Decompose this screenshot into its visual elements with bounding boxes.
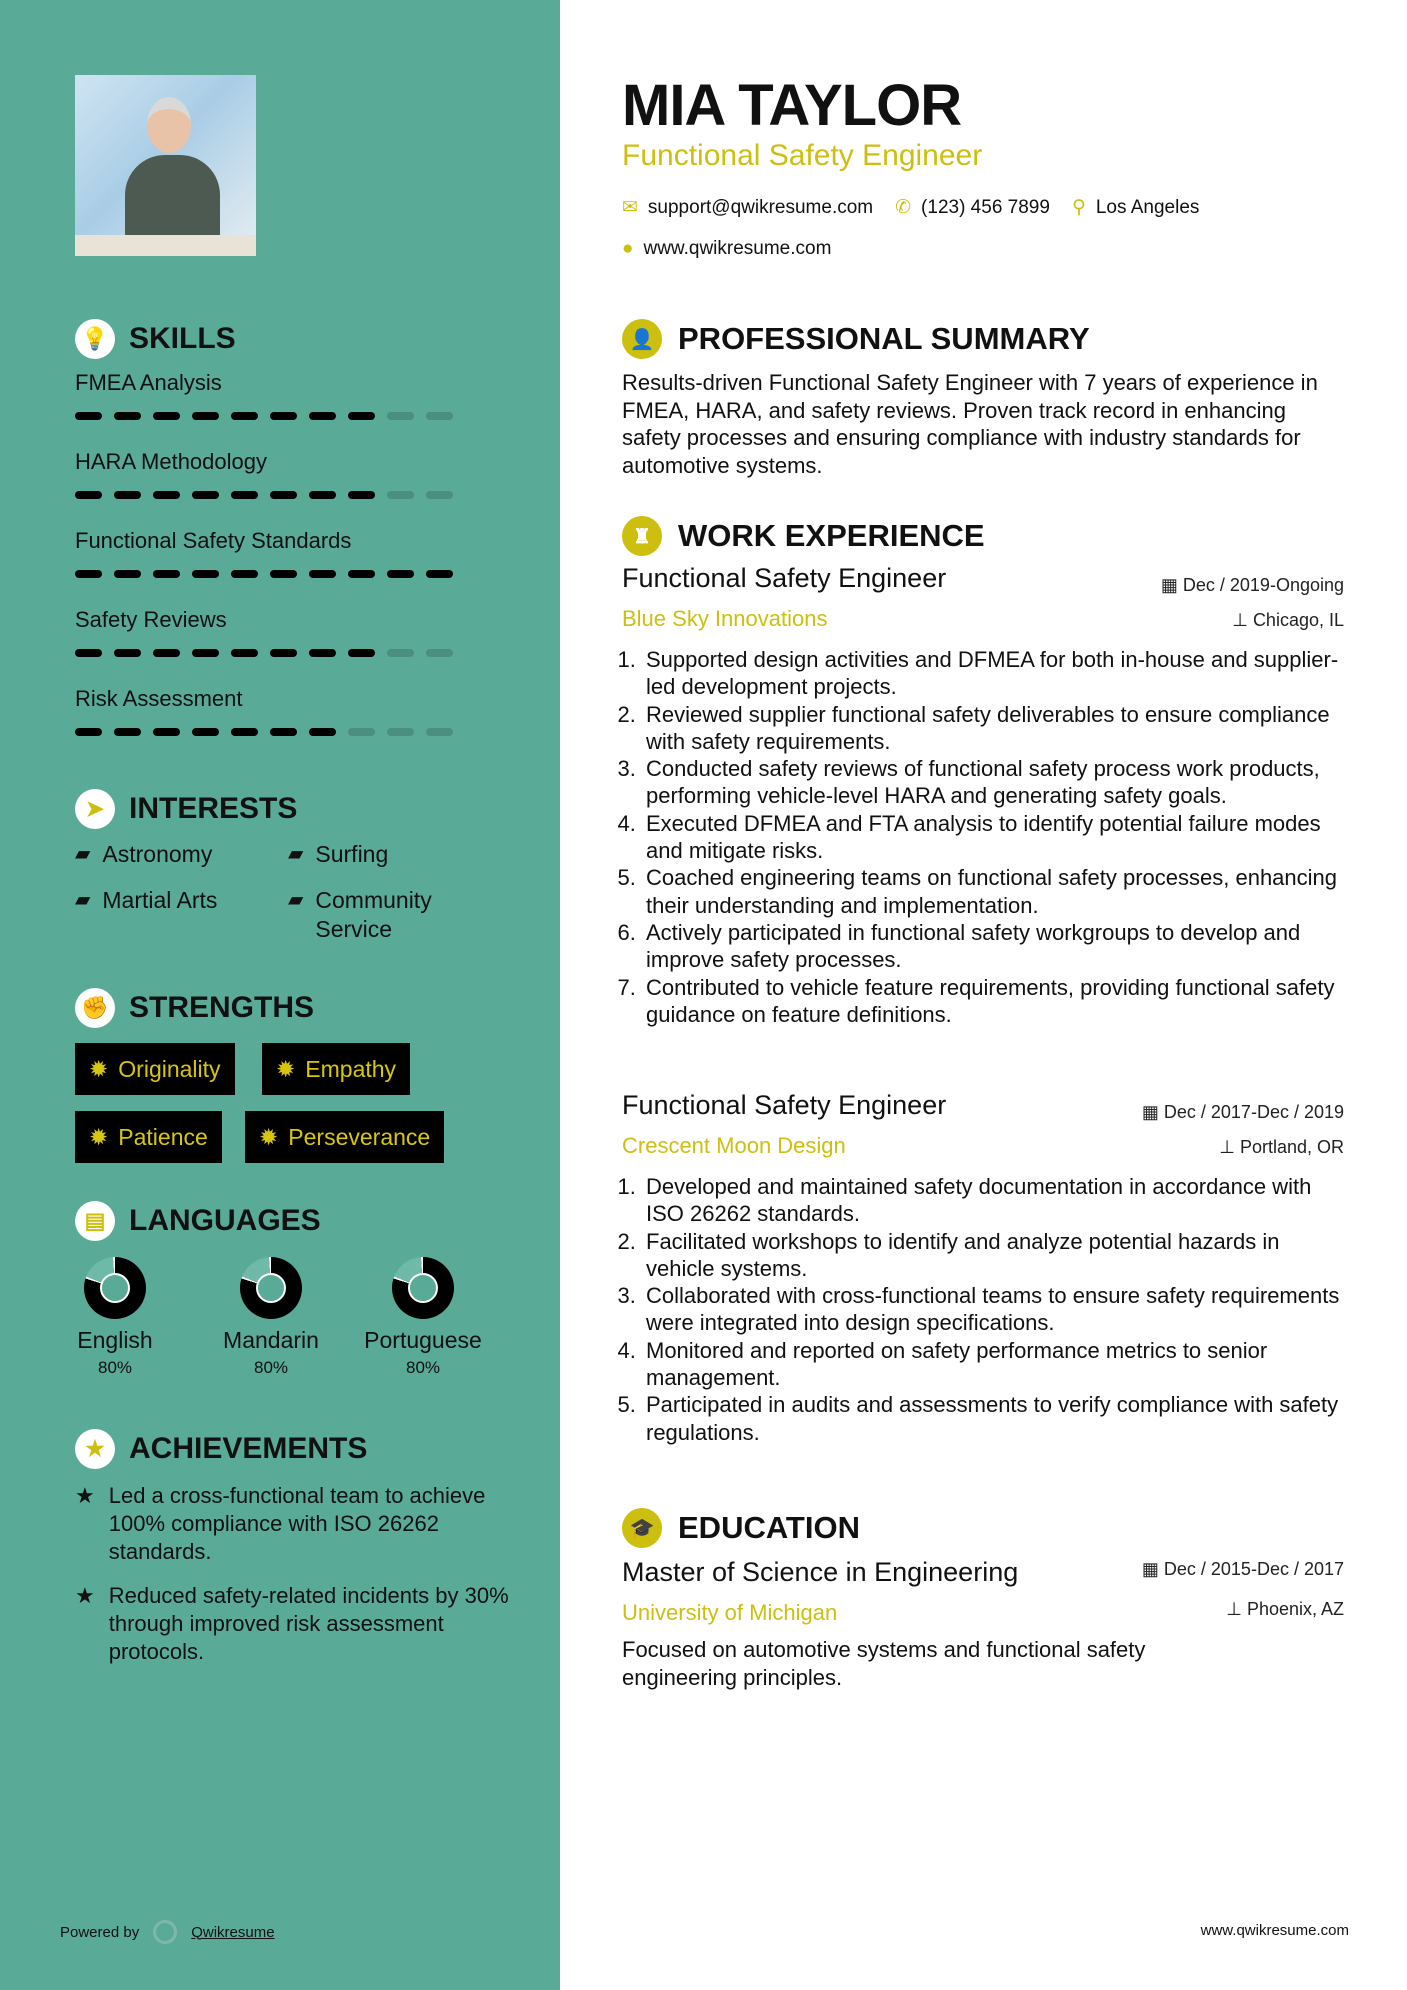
interest-label: Community Service (315, 887, 432, 942)
skill-level-bar (75, 728, 515, 736)
skill-level-bar (75, 412, 515, 420)
skill-name: Safety Reviews (75, 607, 227, 632)
achievements-heading (75, 1429, 367, 1469)
language-donut (392, 1257, 454, 1319)
candidate-name: MIA TAYLOR (622, 73, 962, 138)
job-bullet: 2. Reviewed supplier functional safety deliverables to ensure compliance with safety requirements. (642, 701, 1342, 756)
website[interactable]: www.qwikresume.com (643, 238, 832, 259)
pin-icon: ⊥ (1226, 1599, 1247, 1619)
user-icon: 👤 (622, 319, 662, 359)
skill-dash (387, 412, 414, 420)
skill-dash (75, 728, 102, 736)
book-icon: ▰ (288, 843, 304, 865)
skill-dash (309, 728, 336, 736)
skill-dash (426, 412, 453, 420)
paper-plane-icon: ➤ (75, 789, 115, 829)
skills-title: SKILLS (129, 322, 236, 355)
skill-dash (231, 412, 258, 420)
calendar-icon: ▦ (1160, 575, 1183, 595)
skill-dash (192, 412, 219, 420)
strength-label: Patience (118, 1123, 208, 1150)
qwikresume-logo-icon (153, 1920, 177, 1944)
skill-dash (231, 491, 258, 499)
lightbulb-icon: 💡 (75, 319, 115, 359)
education-date: Dec / 2015-Dec / 2017 (1163, 1559, 1344, 1579)
skill-level-bar (75, 649, 515, 657)
skill-dash (192, 728, 219, 736)
job-bullet: 5. Coached engineering teams on functional safety processes, enhancing their understanding and implementation. (642, 864, 1342, 919)
footer-site[interactable]: www.qwikresume.com (1200, 1922, 1349, 1939)
interest-item (288, 840, 388, 869)
powered-label: Powered by (60, 1923, 140, 1941)
skill-item (75, 449, 515, 499)
company: Blue Sky Innovations (622, 606, 828, 631)
book-icon: ▰ (75, 843, 91, 865)
strength-label: Originality (118, 1055, 221, 1082)
skill-dash (192, 570, 219, 578)
badge-icon: ✹ (89, 1055, 109, 1082)
job-title: Functional Safety Engineer (622, 563, 947, 593)
skill-dash (75, 412, 102, 420)
interest-item (75, 840, 212, 869)
job-title: Functional Safety Engineer (622, 139, 983, 172)
summary-text: Results-driven Functional Safety Engineer with 7 years of experience in FMEA, HARA, and safety reviews. Proven track record in enhancing safety processes and ensuring compliance with industry standards for automotive systems. (622, 370, 1318, 478)
location: Los Angeles (1095, 196, 1200, 218)
job-location: Portland, OR (1239, 1137, 1344, 1157)
skill-dash (75, 649, 102, 657)
skill-dash (114, 728, 141, 736)
skill-dash (231, 649, 258, 657)
skill-item (75, 607, 515, 657)
education-entry (622, 1557, 1344, 1691)
degree: Master of Science in Engineering (622, 1557, 1019, 1587)
achievement-item (75, 1482, 515, 1566)
pin-icon: ⊥ (1232, 610, 1253, 630)
interest-item (75, 886, 217, 915)
job-bullet: 1. Developed and maintained safety documentation in accordance with ISO 26262 standards. (642, 1173, 1342, 1228)
book-icon: ▰ (288, 889, 304, 911)
fist-icon: ✊ (75, 988, 115, 1028)
skill-dash (426, 570, 453, 578)
phone[interactable]: (123) 456 7899 (921, 196, 1050, 218)
skill-dash (348, 728, 375, 736)
skill-dash (153, 728, 180, 736)
skill-dash (114, 412, 141, 420)
skill-dash (426, 728, 453, 736)
company: Crescent Moon Design (622, 1133, 846, 1158)
skill-dash (114, 649, 141, 657)
globe-icon: ● (622, 238, 634, 259)
language-name: Mandarin (223, 1327, 319, 1353)
achievement-item (75, 1582, 515, 1666)
strength-tag (262, 1043, 410, 1095)
badge-icon: ✹ (89, 1123, 109, 1150)
education-title: EDUCATION (678, 1510, 860, 1545)
interest-label: Astronomy (102, 841, 213, 867)
skill-dash (387, 570, 414, 578)
job-bullet: 4. Monitored and reported on safety performance metrics to senior management. (642, 1337, 1342, 1392)
skill-dash (270, 412, 297, 420)
language-donut (240, 1257, 302, 1319)
skill-dash (348, 491, 375, 499)
skill-dash (270, 491, 297, 499)
job-bullet: 4. Executed DFMEA and FTA analysis to identify potential failure modes and mitigate risks. (642, 810, 1342, 865)
job-entry (622, 1090, 1344, 1446)
skill-name: Functional Safety Standards (75, 528, 352, 553)
job-bullets (622, 646, 1342, 1028)
strengths-title: STRENGTHS (129, 991, 315, 1024)
skill-level-bar (75, 491, 515, 499)
skill-name: FMEA Analysis (75, 370, 222, 395)
contact-row (622, 196, 1199, 219)
skill-name: HARA Methodology (75, 449, 267, 474)
education-text: Focused on automotive systems and functional safety engineering principles. (622, 1637, 1146, 1690)
job-bullets (622, 1173, 1342, 1446)
job-bullet: 3. Collaborated with cross-functional teams to ensure safety requirements were integrated into design specifications. (642, 1282, 1342, 1337)
skill-item (75, 528, 515, 578)
shooting-star-icon: ★ (75, 1483, 95, 1508)
skill-dash (75, 491, 102, 499)
language-item (363, 1257, 483, 1378)
strength-label: Perseverance (288, 1123, 431, 1150)
profile-photo (75, 75, 256, 256)
skill-dash (192, 649, 219, 657)
skill-item (75, 686, 515, 736)
job-bullet: 7. Contributed to vehicle feature requirements, providing functional safety guidance on feature definitions. (642, 974, 1342, 1029)
skill-dash (153, 649, 180, 657)
achievement-text: Led a cross-functional team to achieve 100% compliance with ISO 26262 standards. (108, 1483, 486, 1564)
school: University of Michigan (622, 1600, 838, 1625)
language-pct: 80% (253, 1358, 289, 1377)
calendar-icon: ▦ (1141, 1559, 1164, 1579)
skill-level-bar (75, 570, 515, 578)
skill-dash (426, 649, 453, 657)
phone-icon: ✆ (895, 197, 912, 218)
achievements-title: ACHIEVEMENTS (129, 1432, 368, 1465)
skill-dash (348, 649, 375, 657)
language-donut (84, 1257, 146, 1319)
language-name: English (77, 1327, 153, 1353)
skill-dash (387, 649, 414, 657)
skill-dash (192, 491, 219, 499)
skill-dash (309, 491, 336, 499)
skill-dash (153, 570, 180, 578)
calendar-icon: ▦ (1141, 1102, 1164, 1122)
work-heading (622, 516, 985, 556)
summary-heading (622, 319, 1090, 359)
skill-dash (270, 570, 297, 578)
job-bullet: 6. Actively participated in functional safety workgroups to develop and improve safety processes. (642, 919, 1342, 974)
qwikresume-link[interactable]: Qwikresume (191, 1923, 275, 1941)
interest-label: Surfing (315, 841, 389, 867)
skill-dash (231, 570, 258, 578)
graduation-cap-icon: 🎓 (622, 1508, 662, 1548)
strength-tag (75, 1111, 222, 1163)
skill-dash (309, 570, 336, 578)
job-bullet: 1. Supported design activities and DFMEA for both in-house and supplier-led development projects. (642, 646, 1342, 701)
skill-name: Risk Assessment (75, 686, 243, 711)
job-bullet: 3. Conducted safety reviews of functional safety process work products, performing vehicle-level HARA and generating safety goals. (642, 755, 1342, 810)
job-bullet: 5. Participated in audits and assessments to verify compliance with safety regulations. (642, 1391, 1342, 1446)
pin-icon: ⊥ (1219, 1137, 1240, 1157)
skill-dash (387, 491, 414, 499)
skill-dash (270, 728, 297, 736)
powered-by (60, 1920, 275, 1944)
skill-dash (153, 412, 180, 420)
language-item (55, 1257, 175, 1378)
education-location: Phoenix, AZ (1246, 1599, 1344, 1619)
skill-dash (309, 412, 336, 420)
job-bullet: 2. Facilitated workshops to identify and analyze potential hazards in vehicle systems. (642, 1228, 1342, 1283)
skills-heading (75, 319, 236, 359)
location-pin-icon: ⚲ (1071, 197, 1086, 218)
interests-heading (75, 789, 297, 829)
job-date: Dec / 2017-Dec / 2019 (1163, 1102, 1344, 1122)
skill-dash (348, 412, 375, 420)
skill-dash (348, 570, 375, 578)
skill-dash (231, 728, 258, 736)
summary-title: PROFESSIONAL SUMMARY (678, 321, 1090, 356)
shooting-star-icon: ★ (75, 1583, 95, 1608)
strength-tag (245, 1111, 444, 1163)
strength-label: Empathy (305, 1055, 397, 1082)
interest-label: Martial Arts (102, 887, 218, 913)
skill-dash (426, 491, 453, 499)
language-pct: 80% (405, 1358, 441, 1377)
language-pct: 80% (97, 1358, 133, 1377)
interest-item (288, 886, 468, 944)
job-date: Dec / 2019-Ongoing (1182, 575, 1344, 595)
office-chair-icon: ♜ (622, 516, 662, 556)
skill-dash (114, 491, 141, 499)
languages-heading (75, 1201, 321, 1241)
book-icon: ▰ (75, 889, 91, 911)
website-row (622, 238, 831, 260)
skill-dash (270, 649, 297, 657)
language-card-icon: ▤ (75, 1201, 115, 1241)
languages-title: LANGUAGES (129, 1204, 321, 1237)
strengths-heading (75, 988, 314, 1028)
job-title: Functional Safety Engineer (622, 1090, 947, 1120)
badge-icon: ✹ (259, 1123, 279, 1150)
language-name: Portuguese (364, 1327, 482, 1353)
job-entry (622, 563, 1344, 1028)
job-location: Chicago, IL (1252, 610, 1344, 630)
education-heading (622, 1508, 860, 1548)
skill-dash (114, 570, 141, 578)
badge-icon: ✹ (276, 1055, 296, 1082)
skill-dash (75, 570, 102, 578)
skill-dash (309, 649, 336, 657)
email[interactable]: support@qwikresume.com (647, 196, 874, 218)
skill-dash (387, 728, 414, 736)
skill-dash (153, 491, 180, 499)
language-item (211, 1257, 331, 1378)
star-icon: ★ (75, 1429, 115, 1469)
interests-title: INTERESTS (129, 792, 298, 825)
envelope-icon: ✉ (622, 197, 638, 218)
strength-tag (75, 1043, 235, 1095)
skill-item (75, 370, 515, 420)
achievement-text: Reduced safety-related incidents by 30% through improved risk assessment protocols. (108, 1583, 509, 1664)
work-title: WORK EXPERIENCE (678, 518, 985, 553)
